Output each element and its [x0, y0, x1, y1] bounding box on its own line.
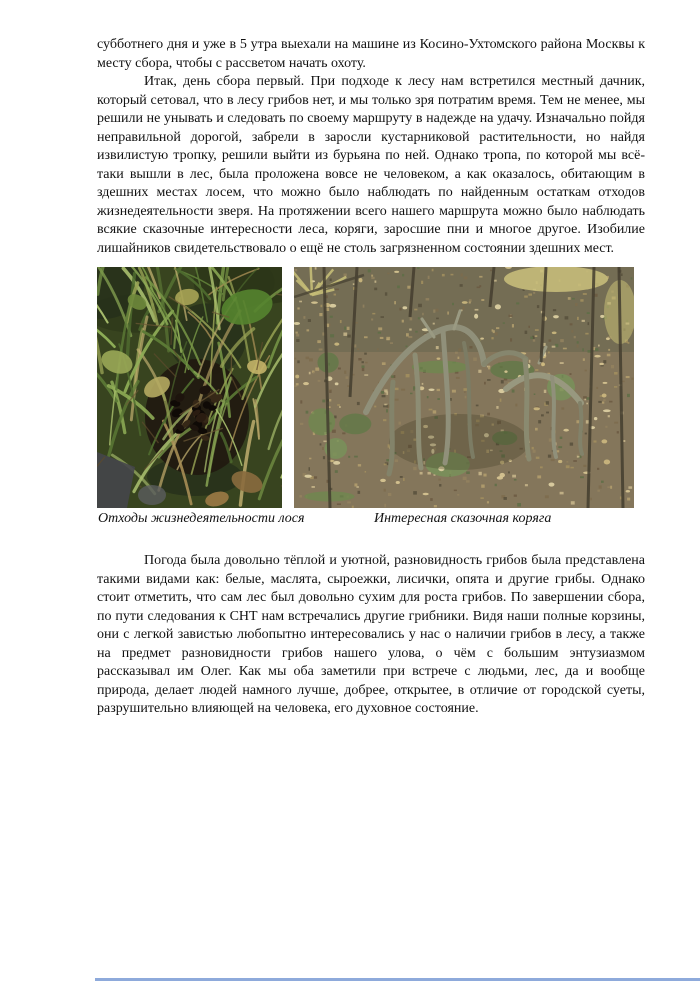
photo-moose-droppings	[97, 267, 282, 508]
figures-row	[97, 267, 645, 508]
paragraph-weather-mushrooms: Погода была довольно тёплой и уютной, разновидность грибов была представлена такими видами как: белые, маслята, сыроежки, лисички, опята и другие грибы. Однако стоит отметить, что сам лес был довольно сухим для роста грибов. По завершении сбора, по пути следования к СНТ нам встречались другие грибники. Видя наши полные корзины, они с легкой завистью любопытно интересовались у нас о наличии грибов в лесу, а также на предмет разновидности грибов нашего улова, о чём с большим энтузиазмом рассказывал им Олег. Как мы оба заметили при встрече с людьми, лес, да и вообще природа, делает людей намного лучше, добрее, открытее, в отличие от городской суеты, разрушительно влияющей на человека, его духовное состояние.	[97, 553, 645, 716]
captions-row	[97, 511, 645, 532]
figure-caption-left: Отходы жизнедеятельности лося	[98, 511, 305, 526]
paragraph-trip-start: субботнего дня и уже в 5 утра выехали на машине из Косино-Ухтомского района Москвы к месту сбора, чтобы с рассветом начать охоту.	[97, 37, 645, 71]
photo-forest-snag	[294, 267, 634, 508]
page-border-bottom	[95, 978, 700, 981]
figure-caption-right: Интересная сказочная коряга	[374, 511, 552, 526]
paragraph-day-one: Итак, день сбора первый. При подходе к лесу нам встретился местный дачник, который сетовал, что в лесу грибов нет, и мы только зря потратим время. Тем не менее, мы решили не унывать и следовать по своему маршруту в надежде на удачу. Изначально пойдя неправильной дорогой, забрели в заросли кустарниковой растительности, но найдя извилистую тропку, решили выйти из бурьяна по ней. Однако тропа, по которой мы всё-таки вышли в лес, была проложена вовсе не человеком, а как оказалось, обитающим в здешних местах лосем, что можно было наблюдать по найденным остаткам отходов жизнедеятельности зверя. На протяжении всего нашего маршрута можно было наблюдать всякие сказочные интересности леса, коряги, заросшие пни и многое другое. Изобилие лишайников свидетельствовало о ещё не столь загрязненном состоянии здешних мест.	[97, 74, 645, 256]
text-column	[97, 36, 645, 719]
